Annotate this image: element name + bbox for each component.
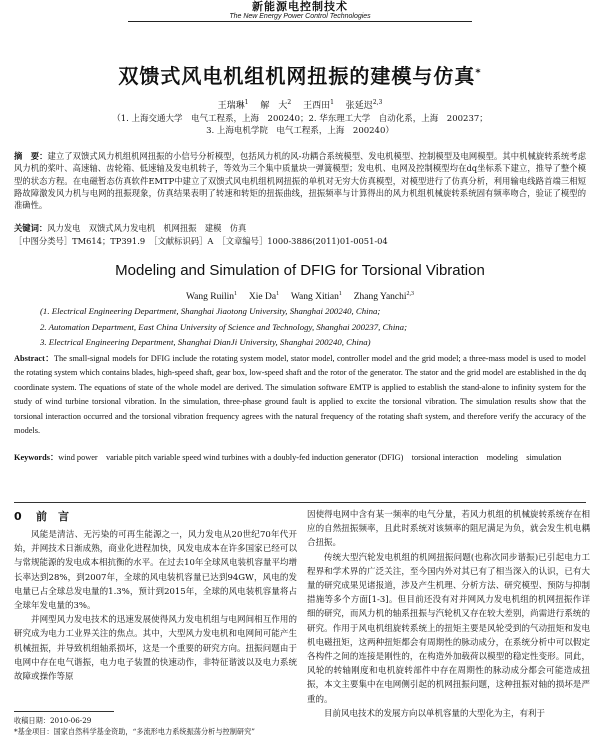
- author-cn: 王瑞琳$^1$: [217, 99, 249, 111]
- header-divider: [128, 21, 472, 22]
- author-cn: 王西田$^1$: [303, 99, 334, 111]
- footnote-received-date: 收稿日期：2010-06-29: [14, 716, 92, 725]
- abstract-en-text: The small-signal models for DFIG include the rotating system model, stator model, controller model and the grid model; a three-mass model is used to model the rotating system which contains blades, high-speed shaft, gear box, low-speed shaft and the rotor of the generator. The stator and the grid model are established in the dq coordinate system. The equations of state of the whole model are derived. The simulation software EMTP is applied to establish the stand-alone to infinity system for the study of wind turbine torsional vibration. In the simulation, three-phase ground fault is applied to excite the torsional vibration. The simulation results show that the torsional interaction occurred and the torsional vibration frequency agrees with the natural frequency of the rotating shaft system, and therefore verify the accuracy of the models.: [14, 354, 587, 436]
- abstract-cn-label: 摘 要：: [14, 151, 48, 161]
- affiliation-en-line: 3. Electrical Engineering Department, Shanghai DianJi University, Shanghai 200240, China): [40, 337, 371, 347]
- section-heading: [14, 508, 297, 526]
- affiliation-en-line: (1. Electrical Engineering Department, Shanghai Jiaotong University, Shanghai 200240, China;: [40, 306, 381, 316]
- body-paragraph: 因使得电网中含有某一频率的电气分量，若风力机组的机械旋转系统存在相应的自然扭振频率，且此时系统对该频率的阻尼满足为负，就会发生机电耦合扭振。: [307, 510, 590, 549]
- author-en: Zhang Yanchi$^{2,3}$: [353, 290, 415, 302]
- footnotes: [14, 715, 297, 737]
- title-cn-text: 双馈式风电机组机网扭振的建模与仿真: [118, 64, 476, 88]
- affiliations-en: [40, 304, 580, 351]
- abstract-cn-text: 建立了双馈式风力机组机网扭振的小信号分析模型，包括风力机的风-功耦合系统模型、发电机模型、控制模型及电网模型。其中机械旋转系统考虑风力机的桨叶、高速轴、齿轮箱、低速轴及发电机转子，等效为三个集中质量块一弹簧模型；发电机、电网及控制模型均在dq坐标系下建立，推导了整个模型的状态方程。在电磁暂态仿真软件EMTP中建立了双馈式风电机组机网扭振的单机对无穷大仿真模型，对模型进行了仿真分析，利用输电线路首端三相短路故障激发风力机与电网的扭振现象，仿真结果表明了转速和转矩的扭振曲线，扭振频率与计算得出的风力机组机械旋转系统固有频率吻合，验证了模型的准确性。: [14, 151, 586, 211]
- section-number: 0: [14, 510, 22, 523]
- journal-header: [0, 0, 600, 21]
- classification-codes: ［中图分类号］TM614；TP391.9 ［文献标识码］A ［文章编号］1000-3886(2011)01-0051-04: [14, 236, 388, 246]
- author-en: Xie Da$^1$: [248, 290, 280, 302]
- body-column-left: [14, 508, 297, 684]
- title-footnote-mark: *: [475, 67, 482, 79]
- title-en: Modeling and Simulation of DFIG for Torsional Vibration: [115, 262, 485, 279]
- journal-name-cn: 新能源电控制技术: [252, 0, 348, 13]
- keywords-en: [14, 451, 586, 465]
- footnote-funding: *基金项目：国家自然科学基金资助，“多流形电力系统振荡分析与控制研究”: [14, 727, 255, 736]
- body-column-right: [307, 508, 590, 721]
- affiliation-cn-line: （1. 上海交通大学 电气工程系，上海 200240；2. 华东理工大学 自动化系，上海 200237；: [112, 114, 488, 124]
- affiliations-cn: [0, 113, 600, 137]
- abstract-en-label: Abstract：: [14, 354, 54, 363]
- title-cn: [0, 60, 600, 89]
- section-title: 前 言: [36, 510, 69, 523]
- body-paragraph: 传统大型汽轮发电机组的机网扭振问题(也称次同步谐振)已引起电力工程界和学术界的广泛关注，至今国内外对其已有了相当深入的认识，已有大量的研究成果见诸报道，涉及产生机理、分析方法、研究模型、预防与抑制措施等多个方面[1-3]。但目前还没有对并网风力发电机组的机网扭振作详细的研究，而风力机的轴系扭振与汽轮机又存在较大差别，尚需进行系统的研究。作用于风电机组旋转系统上的扭矩主要是风轮受到的气动扭矩和发电机电磁扭矩，这两种扭矩都会有周期性的脉动成分，在系统分析中可以假定各构件之间的连接是刚性的，在构造外加载荷以模型的稳定性变形。同此，风轮的转轴刚度和电机旋转部件中存在周期性的脉动成分都会可能造成扭振，本文主要集中在电网侧引起的机网扭振问题，这种扭振对轴的损坏是严重的。: [307, 552, 590, 705]
- keywords-cn-text: 风力发电 双馈式风力发电机 机网扭振 建模 仿真: [47, 223, 247, 233]
- abstract-cn: [14, 150, 586, 211]
- affiliation-cn-line: 3. 上海电机学院 电气工程系，上海 200240）: [206, 126, 394, 136]
- affiliation-en-line: 2. Automation Department, East China University of Science and Technology, Shanghai 200237, China;: [40, 321, 407, 332]
- body-paragraph: 风能是清洁、无污染的可再生能源之一，风力发电从20世纪70年代开始，并网技术日渐成熟，商业化进程加快，风发电成本在许多国家已经可以与常规能源的发电成本相抗衡的水平。在过去10年全球风电装机容量平均增长率达到28%，到2007年，全球的风电装机容量已达到94GW，风电的发电量已占全球总发电量的1.3%，预计到2015年，全球的风电装机容量将占全球年发电量的3%。: [14, 530, 297, 612]
- abstract-en: [14, 352, 586, 438]
- keywords-cn: [14, 222, 586, 234]
- body-paragraph: 目前风电技术的发展方向以单机容量的大型化为主，有利于: [324, 708, 546, 719]
- author-en: Wang Xitian$^1$: [290, 290, 342, 302]
- keywords-en-text: wind power variable pitch variable speed wind turbines with a doubly-fed induction generator (DFIG) torsional interaction modeling simulation: [58, 453, 562, 462]
- author-en: Wang Ruilin$^1$: [185, 290, 238, 302]
- body-paragraph: 并网型风力发电技术的迅速发展使得风力发电机组与电网间相互作用的研究成为电力工业界关注的焦点。其中，大型风力发电机和电网间可能产生机械扭振，并导致机组轴系损坏，这是一个重要的研究方向。扭振问题由于电网中存在电气谐振，电力电子装置的快速动作，非特征谐波以及电力系统故障或操作等原: [14, 615, 297, 683]
- keywords-en-label: Keywords：: [14, 453, 59, 462]
- footnote-divider: [14, 711, 114, 712]
- author-cn: 张延迟$^{2,3}$: [345, 99, 383, 111]
- journal-name-en: The New Energy Power Control Technologies: [229, 13, 371, 20]
- abstract-divider: [14, 502, 586, 503]
- author-cn: 解 大$^2$: [260, 99, 292, 111]
- keywords-cn-label: 关键词：: [14, 223, 48, 233]
- authors-cn: [0, 98, 600, 111]
- authors-en: [0, 288, 600, 302]
